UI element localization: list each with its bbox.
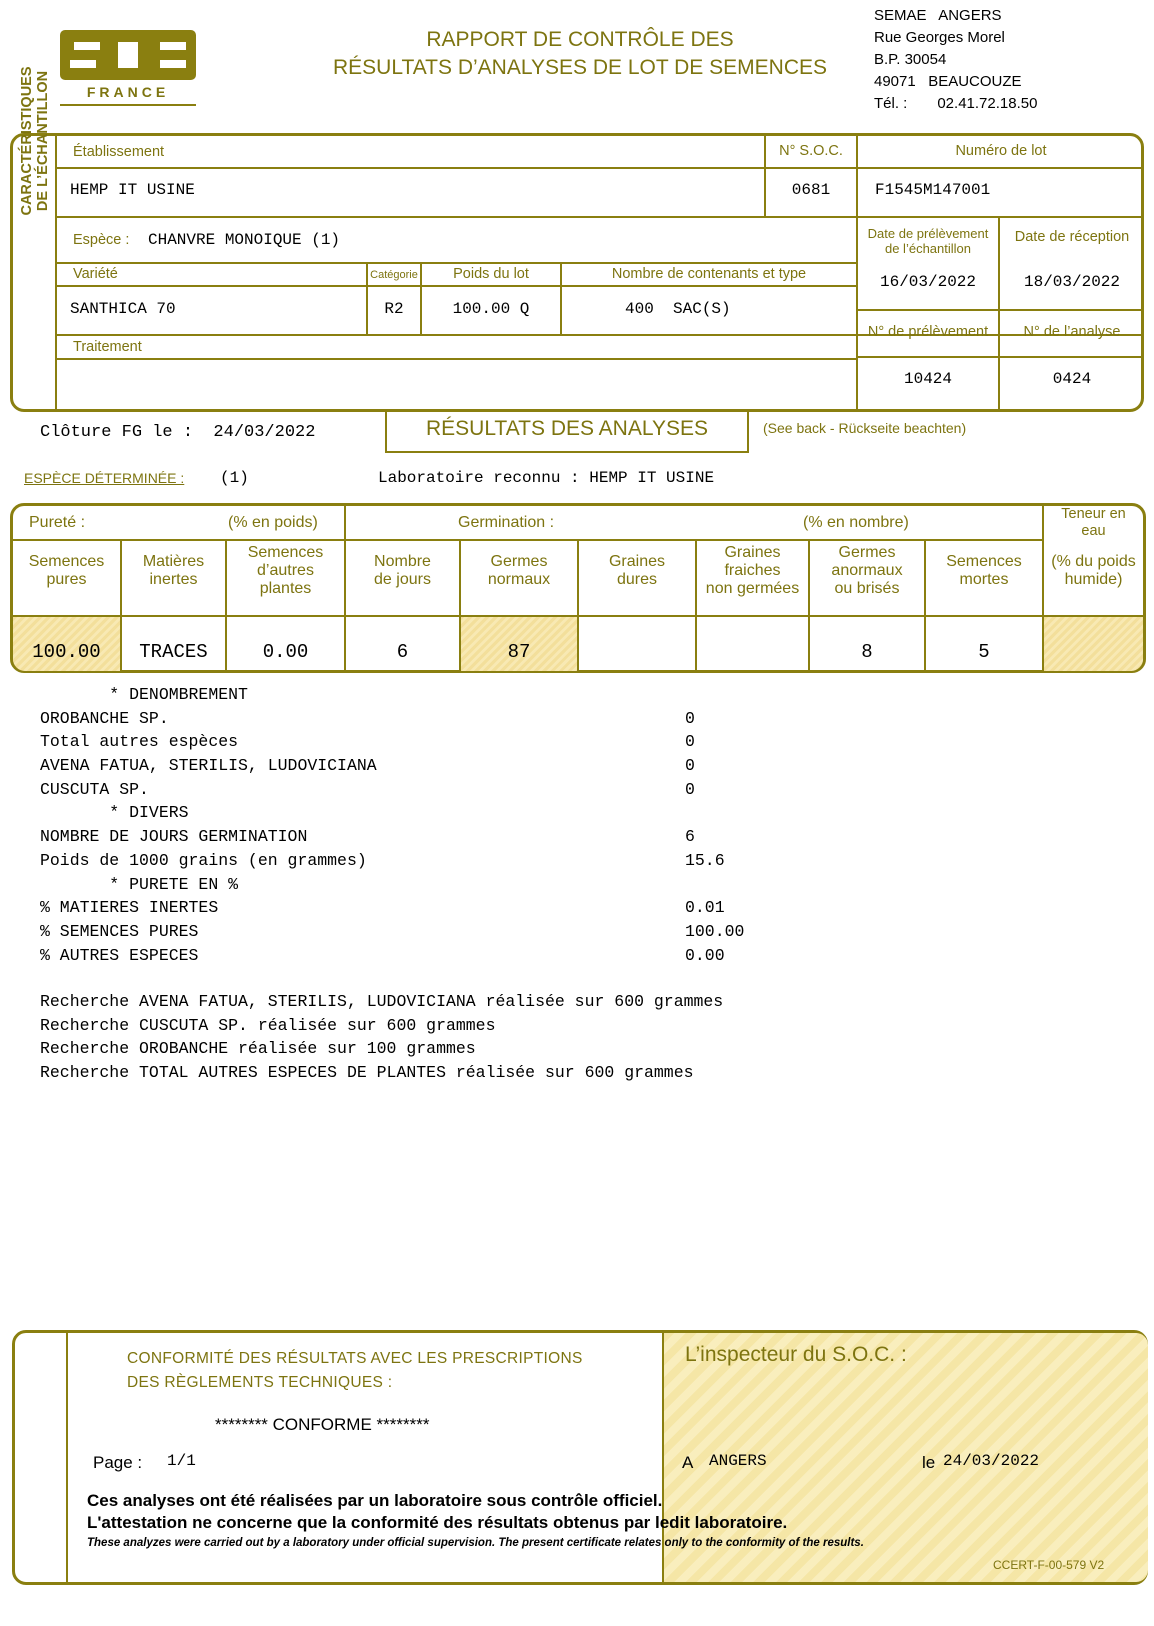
laboratoire-reconnu: Laboratoire reconnu : HEMP IT USINE	[378, 469, 715, 487]
title-line-1: RAPPORT DE CONTRÔLE DES	[426, 28, 734, 51]
inspector-label: L’inspecteur du S.O.C. :	[685, 1343, 907, 1366]
note-fr-1: Ces analyses ont été réalisées par un laboratoire sous contrôle officiel.	[87, 1491, 663, 1510]
conformite-line-1: CONFORMITÉ DES RÉSULTATS AVEC LES PRESCRIPTIONS	[127, 1350, 583, 1367]
column-header-line: pures	[46, 571, 87, 588]
detail-label: NOMBRE DE JOURS GERMINATION	[40, 827, 308, 847]
address-line-2: Rue Georges Morel	[874, 29, 1005, 46]
column-header-line: anormaux	[831, 562, 903, 579]
column-value	[1044, 631, 1143, 673]
detail-label: * PURETE EN %	[40, 874, 239, 894]
detail-value: 6	[685, 827, 695, 847]
categorie-label: Catégorie	[370, 269, 418, 281]
column-value	[697, 631, 808, 673]
teneur-label-2: eau	[1081, 523, 1106, 539]
detail-row	[40, 873, 377, 897]
detail-row	[40, 683, 377, 707]
detail-row	[40, 825, 695, 849]
note-en: These analyzes were carried out by a laboratory under official supervision. The present certificate relates only to the conformity of the results.	[87, 1537, 864, 1549]
detail-label: % SEMENCES PURES	[40, 921, 199, 941]
place-label: A	[682, 1453, 694, 1472]
nsoc-value: 0681	[791, 181, 831, 199]
column-value	[579, 631, 695, 673]
detail-label: AVENA FATUA, STERILIS, LUDOVICIANA	[40, 756, 377, 776]
germination-label: Germination :	[458, 514, 555, 531]
column-value: 100.00	[32, 641, 101, 663]
search-line: Recherche TOTAL AUTRES ESPECES DE PLANTES réalisée sur 600 grammes	[40, 1063, 694, 1083]
contenants-label: Nombre de contenants et type	[611, 266, 807, 282]
detail-label: CUSCUTA SP.	[40, 779, 149, 799]
address-line-1: SEMAE ANGERS	[874, 7, 1002, 24]
detail-row	[40, 896, 725, 920]
detail-value: 0	[685, 756, 695, 776]
detail-row	[40, 801, 377, 825]
detail-row	[40, 920, 745, 944]
detail-row	[40, 778, 695, 802]
date-prelevement-label-2: de l’échantillon	[884, 241, 971, 256]
column-header	[926, 553, 1042, 589]
column-value: 8	[861, 641, 873, 663]
teneur-label	[1044, 506, 1143, 540]
address-phone	[874, 93, 1037, 115]
nprelevement-label: N° de prélèvement	[867, 324, 989, 340]
column-header	[697, 544, 808, 598]
column-value: 87	[507, 641, 531, 663]
column-header-line: ou brisés	[834, 580, 900, 597]
side-label-line-1: CARACTÉRISTIQUES	[19, 66, 35, 216]
column-header-line: Semences	[946, 553, 1022, 570]
detail-label: Poids de 1000 grains (en grammes)	[40, 850, 367, 870]
closure-date: Clôture FG le : 24/03/2022	[40, 423, 316, 442]
column-header-line: normaux	[487, 571, 551, 588]
espece-value: CHANVRE MONOIQUE (1)	[148, 231, 341, 249]
column-header-line: dures	[616, 571, 658, 588]
lab-address	[874, 5, 1037, 115]
detail-value: 0	[685, 779, 695, 799]
phone-value: 02.41.72.18.50	[937, 95, 1038, 112]
variete-value: SANTHICA 70	[70, 300, 176, 318]
date-prelevement-value: 16/03/2022	[879, 273, 976, 291]
date-reception-label: Date de réception	[1014, 229, 1130, 245]
column-header	[1044, 553, 1143, 589]
side-label	[19, 6, 59, 276]
phone-label: Tél. :	[874, 95, 908, 112]
column-header-line: Semences	[28, 553, 105, 570]
teneur-label-1: Teneur en	[1061, 506, 1126, 522]
detail-value: 0.01	[685, 898, 725, 918]
column-header-line: inertes	[149, 571, 198, 588]
nanalyse-label: N° de l’analyse	[1023, 324, 1121, 340]
column-header	[810, 544, 924, 598]
column-header-line: Graines	[608, 553, 666, 570]
detail-label: Total autres espèces	[40, 732, 239, 752]
column-header-line: Germes	[838, 544, 896, 561]
column-header	[13, 553, 120, 589]
address-line-3: B.P. 30054	[874, 51, 947, 68]
date-label: le	[922, 1453, 936, 1472]
note-fr-2: L'attestation ne concerne que la conformité des résultats obtenus par ledit laboratoire.	[87, 1513, 788, 1532]
column-header-line: d’autres	[257, 562, 314, 579]
title-line-2: RÉSULTATS D’ANALYSES DE LOT DE SEMENCES	[332, 56, 827, 79]
column-header	[122, 553, 225, 589]
detail-row	[40, 730, 695, 754]
column-header-line: Nombre	[374, 553, 431, 570]
conformite-line-2: DES RÈGLEMENTS TECHNIQUES :	[127, 1374, 393, 1391]
see-back-note: (See back - Rückseite beachten)	[763, 420, 967, 436]
column-header-line: mortes	[959, 571, 1009, 588]
lot-label: Numéro de lot	[955, 143, 1047, 159]
column-value: 5	[978, 641, 990, 663]
nanalyse-value: 0424	[1052, 370, 1092, 388]
details-list	[40, 683, 745, 967]
column-header	[346, 553, 459, 589]
espece-determinee-label: ESPÈCE DÉTERMINÉE :	[24, 470, 185, 486]
place-value: ANGERS	[709, 1452, 767, 1470]
purete-label: Pureté :	[29, 514, 86, 531]
nsoc-label: N° S.O.C.	[779, 143, 843, 159]
espece-label: Espèce :	[73, 232, 130, 248]
column-header-line: Semences	[247, 544, 324, 561]
conformite-label	[127, 1347, 583, 1395]
etablissement-value: HEMP IT USINE	[70, 181, 195, 199]
column-header-line: fraiches	[724, 562, 781, 579]
detail-value: 0.00	[685, 945, 725, 965]
date-reception-value: 18/03/2022	[1023, 273, 1120, 291]
detail-label: OROBANCHE SP.	[40, 708, 169, 728]
soc-logo-mark	[60, 30, 196, 80]
conforme-status: ******** CONFORME ********	[215, 1415, 430, 1434]
results-table	[10, 503, 1146, 673]
nprelevement-value: 10424	[903, 370, 952, 388]
poids-value: 100.00 Q	[452, 300, 530, 318]
contenants-value: 400 SAC(S)	[625, 300, 731, 318]
detail-value: 0	[685, 708, 695, 728]
column-header-line: non germées	[705, 580, 800, 597]
etablissement-label: Établissement	[73, 144, 165, 160]
page-label: Page :	[93, 1453, 143, 1472]
page-value: 1/1	[167, 1452, 196, 1470]
address-line-4: 49071 BEAUCOUZE	[874, 73, 1022, 90]
detail-value: 15.6	[685, 850, 725, 870]
detail-label: % AUTRES ESPECES	[40, 945, 199, 965]
detail-label: * DENOMBREMENT	[40, 685, 248, 704]
column-value: 0.00	[262, 641, 309, 663]
detail-label: % MATIERES INERTES	[40, 898, 219, 918]
column-value: TRACES	[139, 641, 208, 663]
column-header-line: plantes	[259, 580, 312, 597]
date-prelevement-label	[858, 226, 998, 256]
variete-label: Variété	[73, 266, 118, 282]
column-header	[227, 544, 344, 598]
footer-box	[12, 1330, 1148, 1585]
purete-unit: (% en poids)	[228, 514, 318, 531]
detail-row	[40, 754, 695, 778]
poids-label: Poids du lot	[453, 266, 529, 282]
column-header-line: Germes	[490, 553, 548, 570]
document-title	[320, 26, 840, 82]
categorie-value: R2	[384, 300, 404, 318]
column-header-line: humide)	[1064, 571, 1123, 588]
search-list	[40, 990, 723, 1085]
column-value: 6	[396, 641, 409, 663]
espece-determinee-value: (1)	[220, 469, 249, 487]
detail-value: 0	[685, 732, 695, 752]
germination-unit: (% en nombre)	[803, 514, 909, 531]
logo-subtitle: FRANCE	[86, 84, 170, 100]
column-header-line: Graines	[724, 544, 781, 561]
logo-underline	[60, 104, 196, 106]
detail-row	[40, 849, 725, 873]
column-header	[579, 553, 695, 589]
date-prelevement-label-1: Date de prélèvement	[867, 226, 989, 241]
column-header-line: de jours	[374, 571, 431, 588]
traitement-label: Traitement	[73, 339, 142, 355]
side-label-line-2: DE L’ÉCHANTILLON	[35, 70, 51, 212]
search-line: Recherche OROBANCHE réalisée sur 100 grammes	[40, 1039, 476, 1059]
column-header-line: Matières	[142, 553, 205, 570]
column-header	[461, 553, 577, 589]
detail-label: * DIVERS	[40, 803, 189, 823]
form-reference: CCERT-F-00-579 V2	[993, 1558, 1105, 1572]
detail-row	[40, 944, 725, 968]
date-value: 24/03/2022	[943, 1452, 1040, 1470]
column-header-line: (% du poids	[1051, 553, 1136, 570]
detail-value: 100.00	[685, 921, 745, 941]
search-line: Recherche CUSCUTA SP. réalisée sur 600 grammes	[40, 1015, 496, 1035]
results-title: RÉSULTATS DES ANALYSES	[385, 411, 749, 453]
search-line: Recherche AVENA FATUA, STERILIS, LUDOVICIANA réalisée sur 600 grammes	[40, 992, 724, 1011]
lot-value: F1545M147001	[875, 181, 991, 199]
detail-row	[40, 707, 695, 731]
soc-logo	[60, 26, 200, 110]
